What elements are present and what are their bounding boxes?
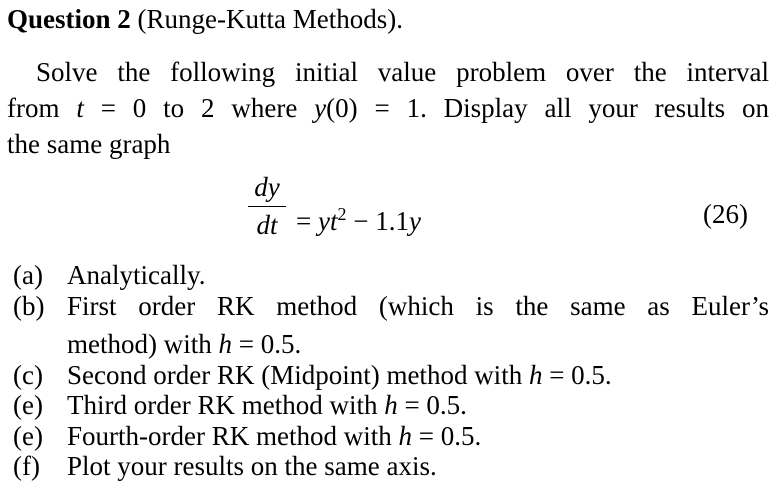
text: Third order RK method with [67, 390, 378, 420]
fraction-numerator: dy [254, 172, 280, 202]
item-text: Plot your results on the same axis. [67, 451, 437, 481]
problem-line-2 [7, 90, 769, 126]
list-item [7, 291, 769, 321]
text: = 0 to 2 where [100, 93, 298, 123]
text: = 0.5. [411, 421, 482, 451]
minus-coef: − 1.1 [346, 206, 409, 236]
problem-line-1: Solve the following initial value problem over the interval [36, 57, 769, 87]
equation-number: (26) [703, 199, 748, 229]
list-item [7, 451, 769, 481]
text: = 0.5. [231, 329, 302, 359]
problem-line-3: the same graph [7, 129, 171, 159]
item-text [67, 329, 301, 359]
text: (0) = 1. Display all your results on [326, 93, 770, 123]
text: method) with [67, 329, 212, 359]
var-h: h [398, 421, 412, 451]
item-label: (f) [13, 451, 40, 481]
item-label: (a) [13, 260, 43, 290]
question-heading [7, 2, 403, 36]
question-title: (Runge-Kutta Methods). [137, 4, 403, 34]
list-item [7, 360, 769, 390]
item-text: Analytically. [67, 260, 206, 290]
text: Second order RK (Midpoint) method with [67, 360, 523, 390]
item-label: (b) [13, 291, 45, 321]
term-yt: yt [317, 206, 338, 236]
var-h: h [384, 390, 398, 420]
text: from [7, 93, 60, 123]
var-t: t [76, 93, 84, 123]
list-item [7, 390, 769, 420]
term-y: y [408, 206, 421, 236]
item-text: First order RK method (which is the same as Euler’s [67, 291, 769, 321]
derivative-fraction [244, 170, 290, 243]
equals: = [296, 206, 318, 236]
var-h: h [528, 360, 543, 390]
list-item-continuation [7, 329, 769, 359]
question-number: Question 2 [7, 4, 131, 34]
item-text [67, 421, 481, 451]
list-item [7, 421, 769, 451]
item-label: (e) [13, 390, 43, 420]
list-item [7, 260, 769, 290]
var-h: h [218, 329, 232, 359]
item-label: (e) [13, 421, 43, 451]
equation-rhs [296, 196, 421, 239]
item-text [67, 360, 612, 390]
text: Fourth-order RK method with [67, 421, 392, 451]
fraction-denominator: dt [256, 210, 278, 240]
exponent: 2 [337, 204, 347, 224]
var-y: y [314, 93, 327, 123]
item-text [67, 390, 467, 420]
item-label: (c) [13, 360, 43, 390]
text: = 0.5. [397, 390, 467, 420]
text: = 0.5. [542, 360, 612, 390]
